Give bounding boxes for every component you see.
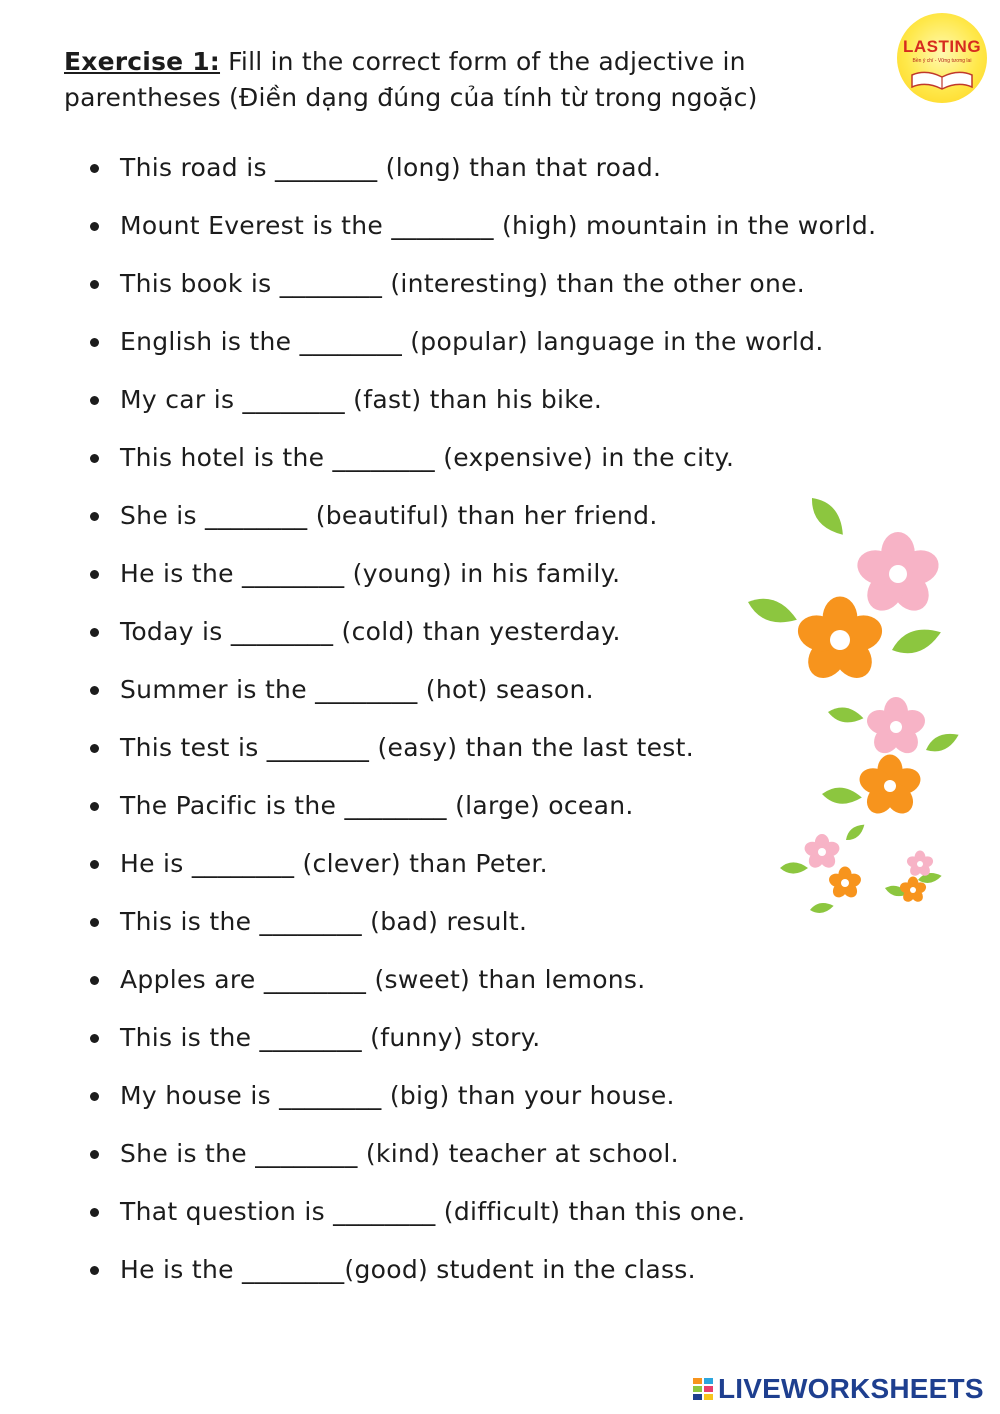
exercise-item: English is the ________ (popular) language in the world. <box>88 320 876 378</box>
exercise-heading <box>64 44 804 116</box>
logo-name: LASTING <box>902 37 982 56</box>
exercise-item: Today is ________ (cold) than yesterday. <box>88 610 876 668</box>
exercise-item: This book is ________ (interesting) than the other one. <box>88 262 876 320</box>
exercise-item: She is ________ (beautiful) than her friend. <box>88 494 876 552</box>
flower-decoration-icon <box>740 490 970 930</box>
exercise-item: He is ________ (clever) than Peter. <box>88 842 876 900</box>
exercise-item: That question is ________ (difficult) than this one. <box>88 1190 876 1248</box>
exercise-item: This road is ________ (long) than that road. <box>88 146 876 204</box>
exercise-item: This test is ________ (easy) than the last test. <box>88 726 876 784</box>
exercise-item: Apples are ________ (sweet) than lemons. <box>88 958 876 1016</box>
exercise-instruction: Fill in the correct form of the adjective in parentheses (Điền dạng đúng của tính từ trong ngoặc) <box>64 47 758 112</box>
exercise-label: Exercise 1: <box>64 47 221 76</box>
exercise-item: This hotel is the ________ (expensive) in the city. <box>88 436 876 494</box>
exercise-item: The Pacific is the ________ (large) ocean. <box>88 784 876 842</box>
liveworksheets-footer <box>692 1372 984 1406</box>
book-icon <box>910 69 974 91</box>
liveworksheets-logo-icon <box>692 1376 714 1402</box>
exercise-item: He is the ________(good) student in the class. <box>88 1248 876 1306</box>
exercise-item: This is the ________ (funny) story. <box>88 1016 876 1074</box>
footer-brand: LIVEWORKSHEETS <box>718 1373 984 1404</box>
exercise-item: This is the ________ (bad) result. <box>88 900 876 958</box>
exercise-item: Summer is the ________ (hot) season. <box>88 668 876 726</box>
exercise-item: My car is ________ (fast) than his bike. <box>88 378 876 436</box>
exercise-item: He is the ________ (young) in his family. <box>88 552 876 610</box>
exercise-item: Mount Everest is the ________ (high) mountain in the world. <box>88 204 876 262</box>
exercise-item: She is the ________ (kind) teacher at school. <box>88 1132 876 1190</box>
lasting-logo <box>897 13 987 103</box>
logo-tagline: Bền ý chí - Vững tương lai <box>912 58 972 64</box>
exercise-item: My house is ________ (big) than your house. <box>88 1074 876 1132</box>
